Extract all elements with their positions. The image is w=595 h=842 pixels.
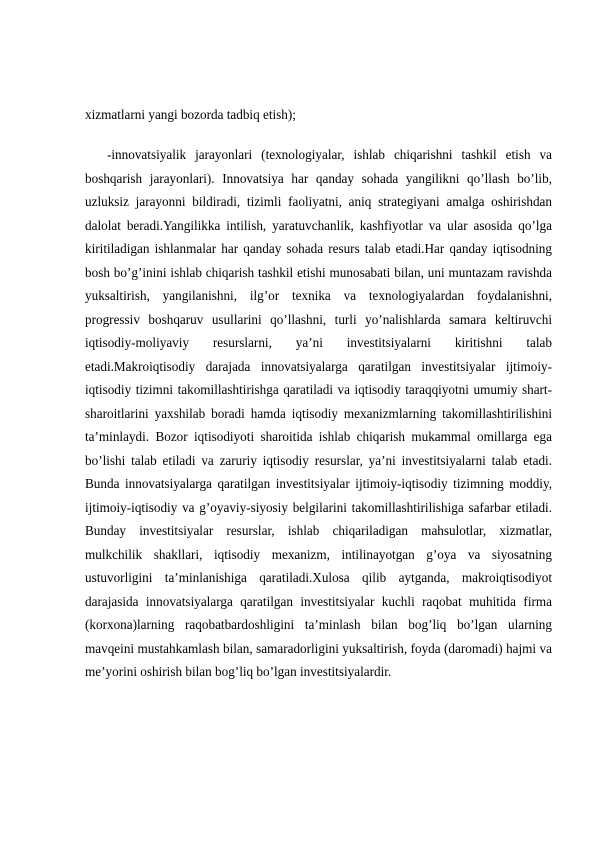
main-paragraph: -innovatsiyalik jarayonlari (texnologiyalar, ishlab chiqarishni tashkil etish va boshqarish jarayonlari). Innovatsiya har qanday sohada yangilikni qo’llash bo’lib, uzluksiz jarayonni bildiradi, tizimli faoliyatni, aniq strategiyani amalga oshirishdan dalolat beradi.Yangilikka intilish, yaratuvchanlik, kashfiyotlar va ular asosida qo’lga kiritiladigan ishlanmalar har qanday sohada resurs talab etadi.Har qanday iqtisodning bosh bo’g’inini ishlab chiqarish tashkil etishi munosabati bilan, uni muntazam ravishda yuksaltirish, yangilanishni, ilg’or texnika va texnologiyalardan foydalanishni, progressiv boshqaruv usullarini qo’llashni, turli yo’nalishlarda samara keltiruvchi iqtisodiy-moliyaviy resurslarni, ya’ni investitsiyalarni kiritishni talab etadi.Makroiqtisodiy darajada innovatsiyalarga qaratilgan investitsiyalar ijtimoiy-iqtisodiy tizimni takomillashtirishga qaratiladi va iqtisodiy taraqqiyotni umumiy shart-sharoitlarini yaxshilab boradi hamda iqtisodiy mexanizmlarning takomillashtirilishini ta’minlaydi. Bozor iqtisodiyoti sharoitida ishlab chiqarish mukammal omillarga ega bo’lishi talab etiladi va zaruriy iqtisodiy resurslar, ya’ni investitsiyalarni talab etadi. Bunda innovatsiyalarga qaratilgan investitsiyalar ijtimoiy-iqtisodiy tizimning moddiy, ijtimoiy-iqtisodiy va g’oyaviy-siyosiy belgilarini takomillashtirilishiga safarbar etiladi. Bunday investitsiyalar resurslar, ishlab chiqariladigan mahsulotlar, xizmatlar, mulkchilik shakllari, iqtisodiy mexanizm, intilinayotgan g’oya va siyosatning ustuvorligini ta’minlanishiga qaratiladi.Xulosa qilib aytganda, makroiqtisodiyot darajasida innovatsiyalarga qaratilgan investitsiyalar kuchli raqobat muhitida firma (korxona)larning raqobatbardoshligini ta’minlash bilan bog’liq bo’lgan ularning mavqeini mustahkamlash bilan, samaradorligini yuksaltirish, foyda (daromadi) hajmi va me’yorini oshirish bilan bog’liq bo’lgan investitsiyalardir. [85, 147, 552, 679]
main-paragraph-block [85, 143, 552, 684]
text-line-top [85, 103, 552, 127]
paragraph-continuation: xizmatlarni yangi bozorda tadbiq etish); [85, 107, 296, 122]
